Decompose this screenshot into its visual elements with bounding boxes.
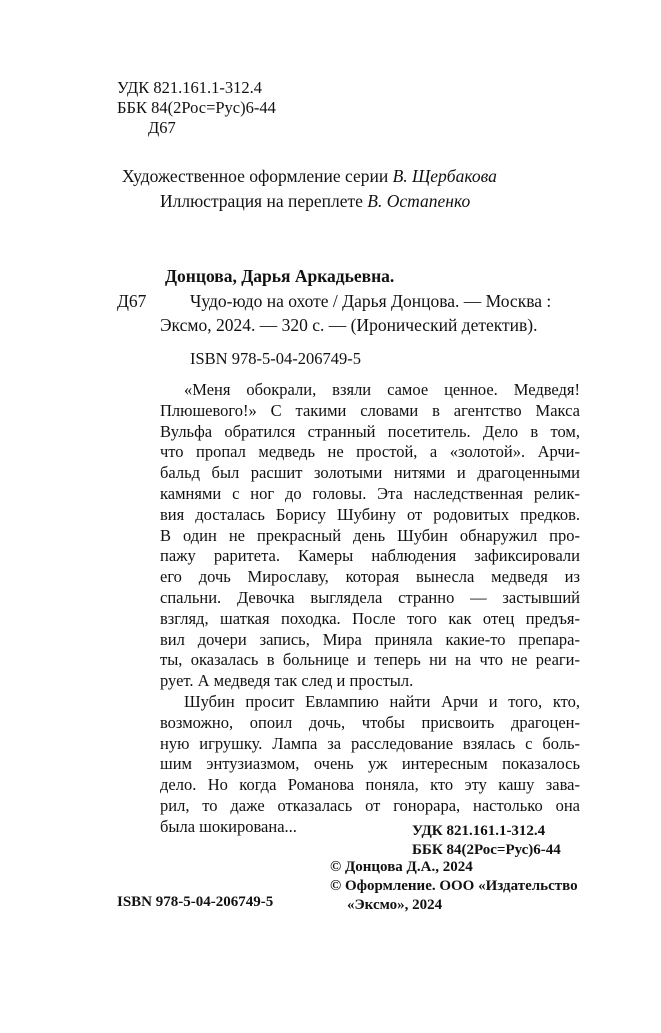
annotation-line: вил дочери запись, Мира приняла какие-то препара- [160,629,580,649]
copyright-design-line-1: © Оформление. ООО «Издательство [330,878,578,894]
annotation-line: «Меня обокрали, взяли самое ценное. Медведя! [184,380,580,399]
bbk-code: ББК 84(2Рос=Рус)6-44 [117,98,276,117]
annotation-line: ты, оказалась в больнице и теперь ни на что не реаги- [160,650,580,670]
annotation-line: была шокирована... [160,816,297,836]
annotation-line: шим энтузиазмом, очень уж интересным показалось [160,754,580,774]
annotation-line: что пропал медведь не простой, а «золотой». Арчи- [160,442,580,462]
annotation-line: рил, то даже отказалась от гонорара, настолько она [160,795,580,815]
annotation-line: спальни. Девочка выглядела странно — застывший [160,587,580,607]
annotation-line: ную игрушку. Лампа за расследование взялась с боль- [160,733,580,753]
footer-bbk: ББК 84(2Рос=Рус)6-44 [412,842,561,858]
footer-isbn: ISBN 978-5-04-206749-5 [117,894,274,910]
annotation-line: бальд был расшит золотыми нитями и драгоценными [160,463,580,483]
annotation-paragraph-2 [160,692,580,838]
bibliographic-author: Донцова, Дарья Аркадьевна. [165,266,395,286]
bibliographic-line-1: Чудо-юдо на охоте / Дарья Донцова. — Москва : [190,291,552,311]
copyright-author: © Донцова Д.А., 2024 [330,859,473,875]
annotation-line: камнями с ног до головы. Эта наследственная релик- [160,483,580,503]
bibliographic-line-2: Эксмо, 2024. — 320 с. — (Иронический детектив). [160,315,538,335]
copyright-design-line-2: «Эксмо», 2024 [347,897,443,913]
annotation-line: рует. А медведя так след и простыл. [160,671,414,691]
footer-udk: УДК 821.161.1-312.4 [412,823,546,839]
annotation-line: дело. Но когда Романова поняла, кто эту кашу зава- [160,775,580,795]
illustration-label: Иллюстрация на переплете [160,191,363,211]
annotation-line: пажу раритета. Камеры наблюдения зафиксировали [160,546,580,566]
author-mark: Д67 [148,118,176,137]
annotation-line: вия досталась Борису Шубину от родовитых предков. [160,504,580,524]
annotation-line: Шубин просит Евлампию найти Арчи и того, кто, [184,691,580,711]
bibliographic-isbn: ISBN 978-5-04-206749-5 [190,349,361,368]
annotation-line: Плюшевого!» С такими словами в агентство Макса [160,400,580,420]
annotation [160,380,580,838]
illustration-name: В. Остапенко [367,191,471,211]
series-design-name: В. Щербакова [392,166,497,186]
annotation-line: его дочь Мирославу, которая вынесла медведя из [160,567,580,587]
bibliographic-code: Д67 [117,291,147,311]
annotation-line: Вульфа обратился странный посетитель. Дело в том, [160,421,580,441]
udk-code: УДК 821.161.1-312.4 [117,78,263,97]
annotation-paragraph-1 [160,380,580,692]
annotation-line: В один не прекрасный день Шубин обнаружил про- [160,525,580,545]
illustration-credit [160,190,470,212]
annotation-line: возможно, опоил дочь, чтобы присвоить драгоцен- [160,712,580,732]
series-design-label: Художественное оформление серии [122,166,389,186]
series-design-credit [122,165,497,187]
annotation-line: взгляд, шаткая походка. После того как отец предъя- [160,608,580,628]
